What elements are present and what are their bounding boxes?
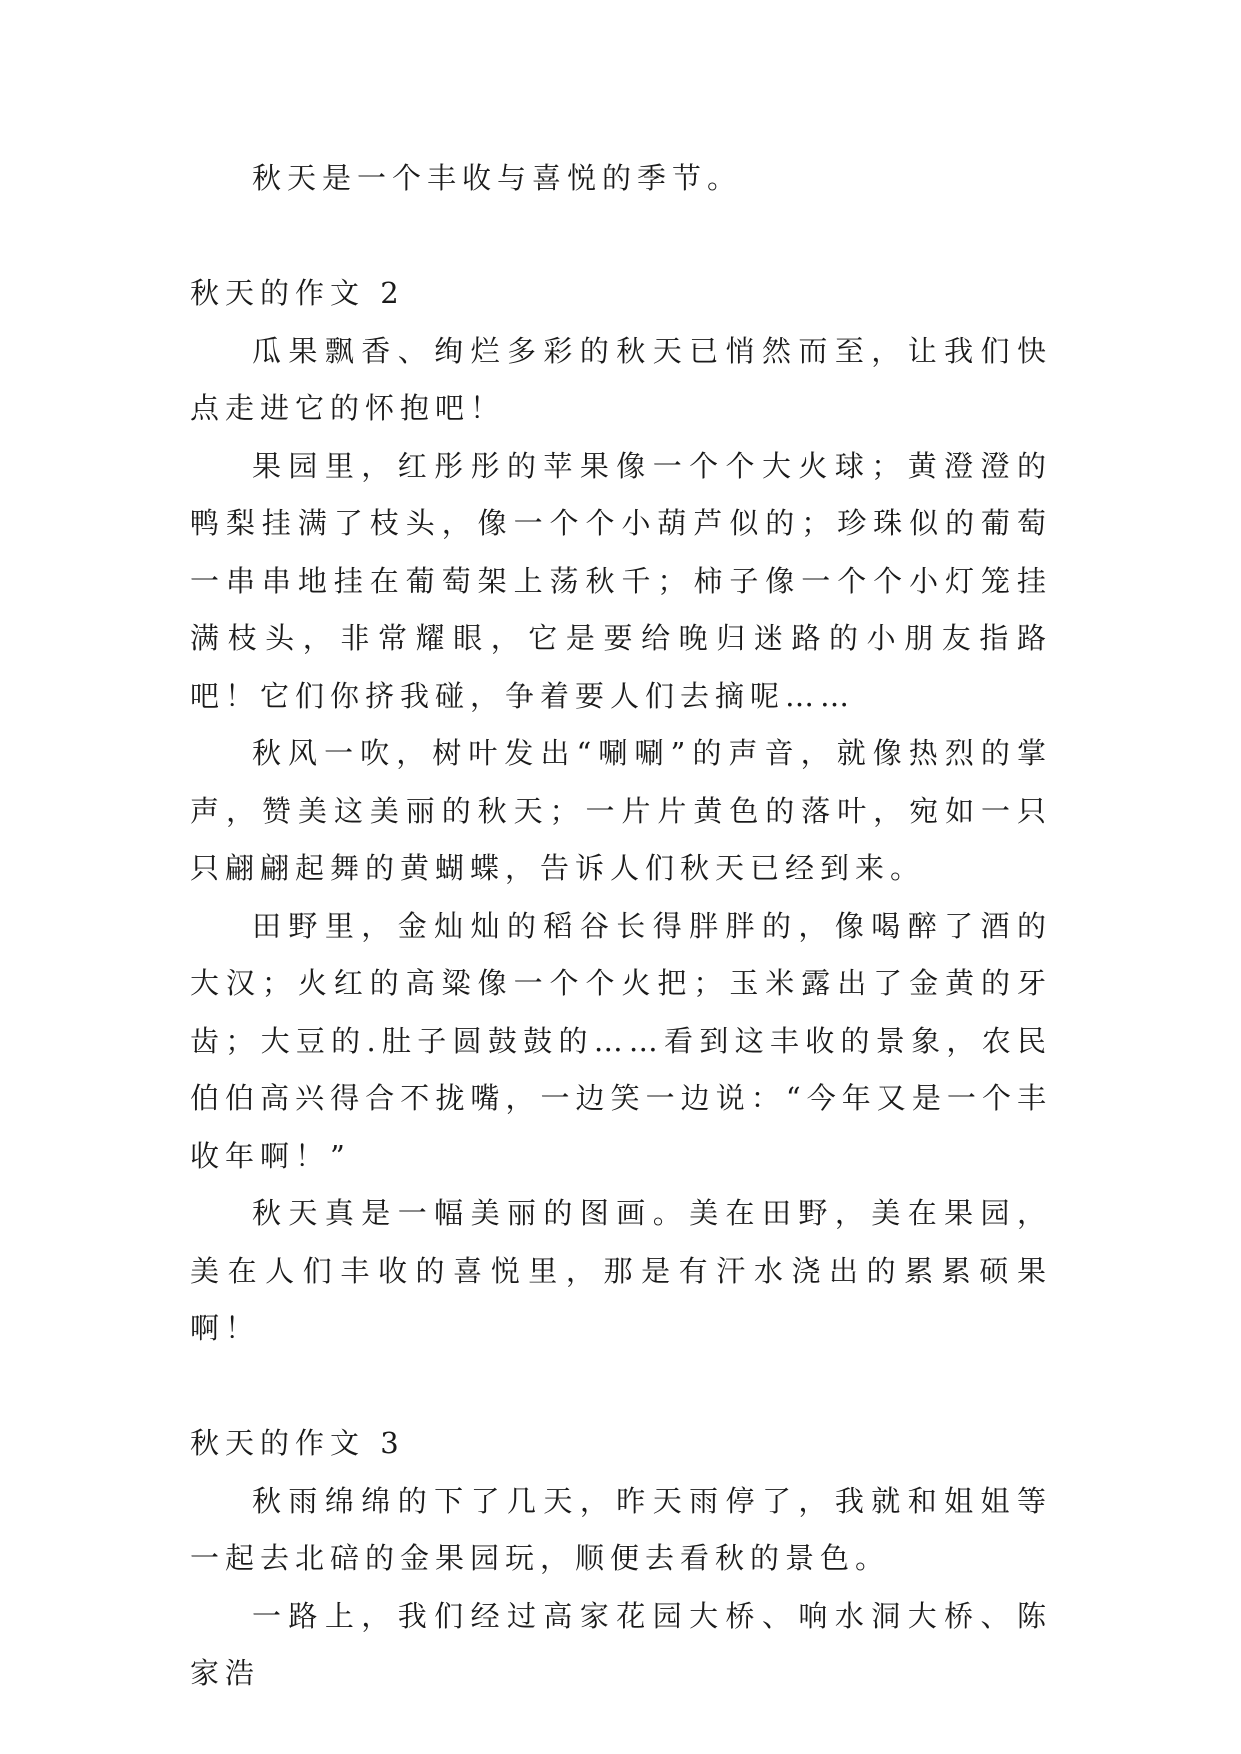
document-body [190,150,1052,1703]
essay-3-paragraph: 秋雨绵绵的下了几天，昨天雨停了，我就和姐姐等一起去北碚的金果园玩，顺便去看秋的景色。 [190,1483,1052,1575]
essay-2-paragraph: 秋风一吹，树叶发出“唰唰”的声音，就像热烈的掌声，赞美这美丽的秋天；一片片黄色的落叶，宛如一只只翩翩起舞的黄蝴蝶，告诉人们秋天已经到来。 [190,736,1052,885]
essay-2-heading: 秋天的作文 2 [190,276,405,310]
essay-2-paragraph: 果园里，红彤彤的苹果像一个个大火球；黄澄澄的鸭梨挂满了枝头，像一个个小葫芦似的；珍珠似的葡萄一串串地挂在葡萄架上荡秋千；柿子像一个个小灯笼挂满枝头，非常耀眼，它是要给晚归迷路的小朋友指路吧！它们你挤我碰，争着要人们去摘呢…… [190,448,1052,713]
essay-3-heading: 秋天的作文 3 [190,1426,405,1460]
closing-line-essay-1: 秋天是一个丰收与喜悦的季节。 [252,161,743,195]
essay-2-paragraph: 田野里，金灿灿的稻谷长得胖胖的，像喝醉了酒的大汉；火红的高粱像一个个火把；玉米露出了金黄的牙齿；大豆的.肚子圆鼓鼓的……看到这丰收的景象，农民伯伯高兴得合不拢嘴，一边笑一边说：“今年又是一个丰收年啊！” [190,908,1052,1173]
section-gap [190,208,1052,266]
section-gap [190,1358,1052,1416]
essay-2-paragraph: 瓜果飘香、绚烂多彩的秋天已悄然而至，让我们快点走进它的怀抱吧！ [190,333,1052,425]
essay-2-paragraph: 秋天真是一幅美丽的图画。美在田野，美在果园，美在人们丰收的喜悦里，那是有汗水浇出的累累硕果啊！ [190,1196,1052,1345]
essay-3-paragraph: 一路上，我们经过高家花园大桥、响水洞大桥、陈家浩 [190,1598,1052,1690]
